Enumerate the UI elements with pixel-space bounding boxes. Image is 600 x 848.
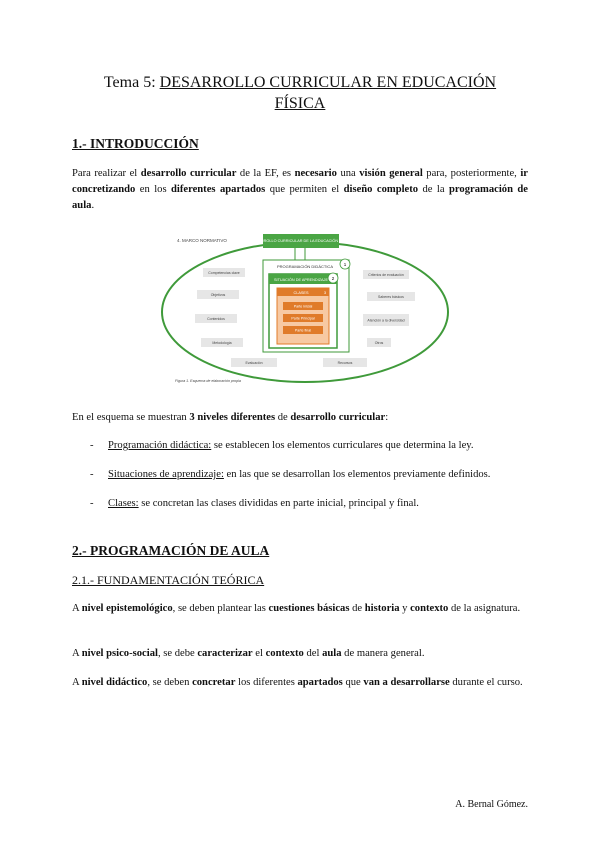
epistemological-paragraph <box>72 601 528 617</box>
title-prefix: Tema 5: <box>103 74 160 91</box>
text-run: del <box>303 648 323 659</box>
text-run: los diferentes <box>235 677 298 688</box>
text-run: de la <box>418 184 450 195</box>
level-number-1: 1 <box>343 262 347 267</box>
bullet-1-label: Programación didáctica: <box>108 440 212 451</box>
bold-text: historia <box>364 603 400 614</box>
bullet-item-3: - Clases: se concretan las clases divididas en parte inicial, principal y final. <box>90 498 419 509</box>
bold-text: visión general <box>359 168 423 179</box>
bullet-3-label: Clases: <box>108 498 139 509</box>
bold-text: van a desarrollarse <box>363 677 450 688</box>
level-number-3: 3 <box>323 290 327 295</box>
bold-text: aula <box>322 648 342 659</box>
bold-text: programación de aula <box>72 184 528 211</box>
section1-heading: 1.- INTRODUCCIÓN <box>72 136 199 151</box>
text-run: y <box>399 603 411 614</box>
document-title <box>60 72 540 114</box>
scheme-paragraph <box>72 410 528 426</box>
bold-text: contexto <box>410 603 449 614</box>
clases-title: CLASES <box>293 291 309 295</box>
text-run: A <box>72 677 82 688</box>
text-run: , se deben <box>147 677 193 688</box>
left-box-4-label: Metodología <box>212 341 232 345</box>
text-run: En el esquema se muestran <box>72 412 190 423</box>
text-run: que permiten el <box>265 184 344 195</box>
bold-text: cuestiones básicas <box>268 603 350 614</box>
bold-text: nivel didáctico <box>81 677 148 688</box>
text-run: , se deben plantear las <box>172 603 269 614</box>
bullet-2-label: Situaciones de aprendizaje: <box>108 469 224 480</box>
bold-text: ir concretizando <box>72 168 528 195</box>
text-run: de <box>349 603 365 614</box>
left-box-1-label: Competencias clave <box>208 271 240 275</box>
bold-text: necesario <box>294 168 337 179</box>
bold-text: desarrollo curricular <box>290 412 386 423</box>
bold-text: apartados <box>297 677 343 688</box>
text-run: el <box>252 648 266 659</box>
text-run: en los <box>135 184 172 195</box>
bold-text: caracterizar <box>197 648 253 659</box>
bold-text: diferentes apartados <box>171 184 266 195</box>
text-run: de la EF, es <box>236 168 295 179</box>
top-box-label: DESARROLLO CURRICULAR DE LA EDUCACIÓN FÍSICA <box>250 239 352 243</box>
bottom-box-2-label: Recursos <box>337 361 353 365</box>
bullet-3-text: se concretan las clases divididas en parte inicial, principal y final. <box>138 498 419 509</box>
text-run: de manera general. <box>341 648 425 659</box>
right-box-1-label: Criterios de evaluación <box>368 273 404 277</box>
text-run: una <box>336 168 360 179</box>
text-run: A <box>72 603 82 614</box>
text-run: que <box>342 677 364 688</box>
right-box-4-label: Otros <box>374 341 384 345</box>
bullet-item-1: - Programación didáctica: se establecen los elementos curriculares que determina la ley. <box>90 440 474 451</box>
text-run: de la asignatura. <box>448 603 521 614</box>
right-box-3-label: Atención a la diversidad <box>367 318 405 323</box>
bold-text: nivel psico-social <box>81 648 158 659</box>
bold-text: 3 niveles diferentes <box>189 412 276 423</box>
bullet-item-2: - Situaciones de aprendizaje: en las que se desarrollan los elementos previamente definidos. <box>90 469 491 480</box>
right-box-2-label: Saberes básicos <box>378 295 404 299</box>
text-run: . <box>91 200 95 211</box>
left-box-2-label: Objetivos <box>210 293 226 297</box>
psychosocial-paragraph <box>72 646 528 662</box>
section2-heading: 2.- PROGRAMACIÓN DE AULA <box>72 543 270 558</box>
text-run: para, posteriormente, <box>422 168 521 179</box>
didactic-paragraph <box>72 675 528 691</box>
clases-item-1-label: Parte inicial <box>293 304 313 309</box>
bold-text: concretar <box>192 677 236 688</box>
intro-paragraph <box>72 166 528 214</box>
bottom-box-1-label: Evaluación <box>245 361 263 365</box>
text-run: , se debe <box>157 648 198 659</box>
text-run: durante el curso. <box>449 677 523 688</box>
text-run: A <box>72 648 82 659</box>
bold-text: desarrollo curricular <box>140 168 237 179</box>
situacion-title: SITUACIÓN DE APRENDIZAJE <box>273 278 329 282</box>
clases-item-2-label: Parte Principal <box>291 316 315 321</box>
programacion-title: PROGRAMACIÓN DIDÁCTICA <box>276 264 334 269</box>
curricular-diagram <box>155 230 455 390</box>
bullet-1-text: se establecen los elementos curriculares que determina la ley. <box>211 440 474 451</box>
diagram-caption: Figura 1. Esquema de elaboración propia <box>175 379 241 383</box>
bold-text: nivel epistemológico <box>81 603 173 614</box>
section2-subheading: 2.1.- FUNDAMENTACIÓN TEÓRICA <box>72 573 265 587</box>
level-number-2: 2 <box>331 276 335 281</box>
bold-text: contexto <box>265 648 304 659</box>
title-line2: FÍSICA <box>274 95 326 112</box>
author-footer: A. Bernal Gómez. <box>455 799 528 810</box>
clases-item-3-label: Parte final <box>294 328 312 333</box>
text-run: Para realizar el <box>72 168 141 179</box>
text-run: de <box>275 412 291 423</box>
text-run: : <box>385 412 389 423</box>
outer-label: 4. MARCO NORMATIVO <box>177 238 227 243</box>
title-line1: DESARROLLO CURRICULAR EN EDUCACIÓN <box>159 74 497 91</box>
left-box-3-label: Contenidos <box>207 317 225 321</box>
bold-text: diseño completo <box>343 184 419 195</box>
bullet-2-text: en las que se desarrollan los elementos previamente definidos. <box>223 469 491 480</box>
